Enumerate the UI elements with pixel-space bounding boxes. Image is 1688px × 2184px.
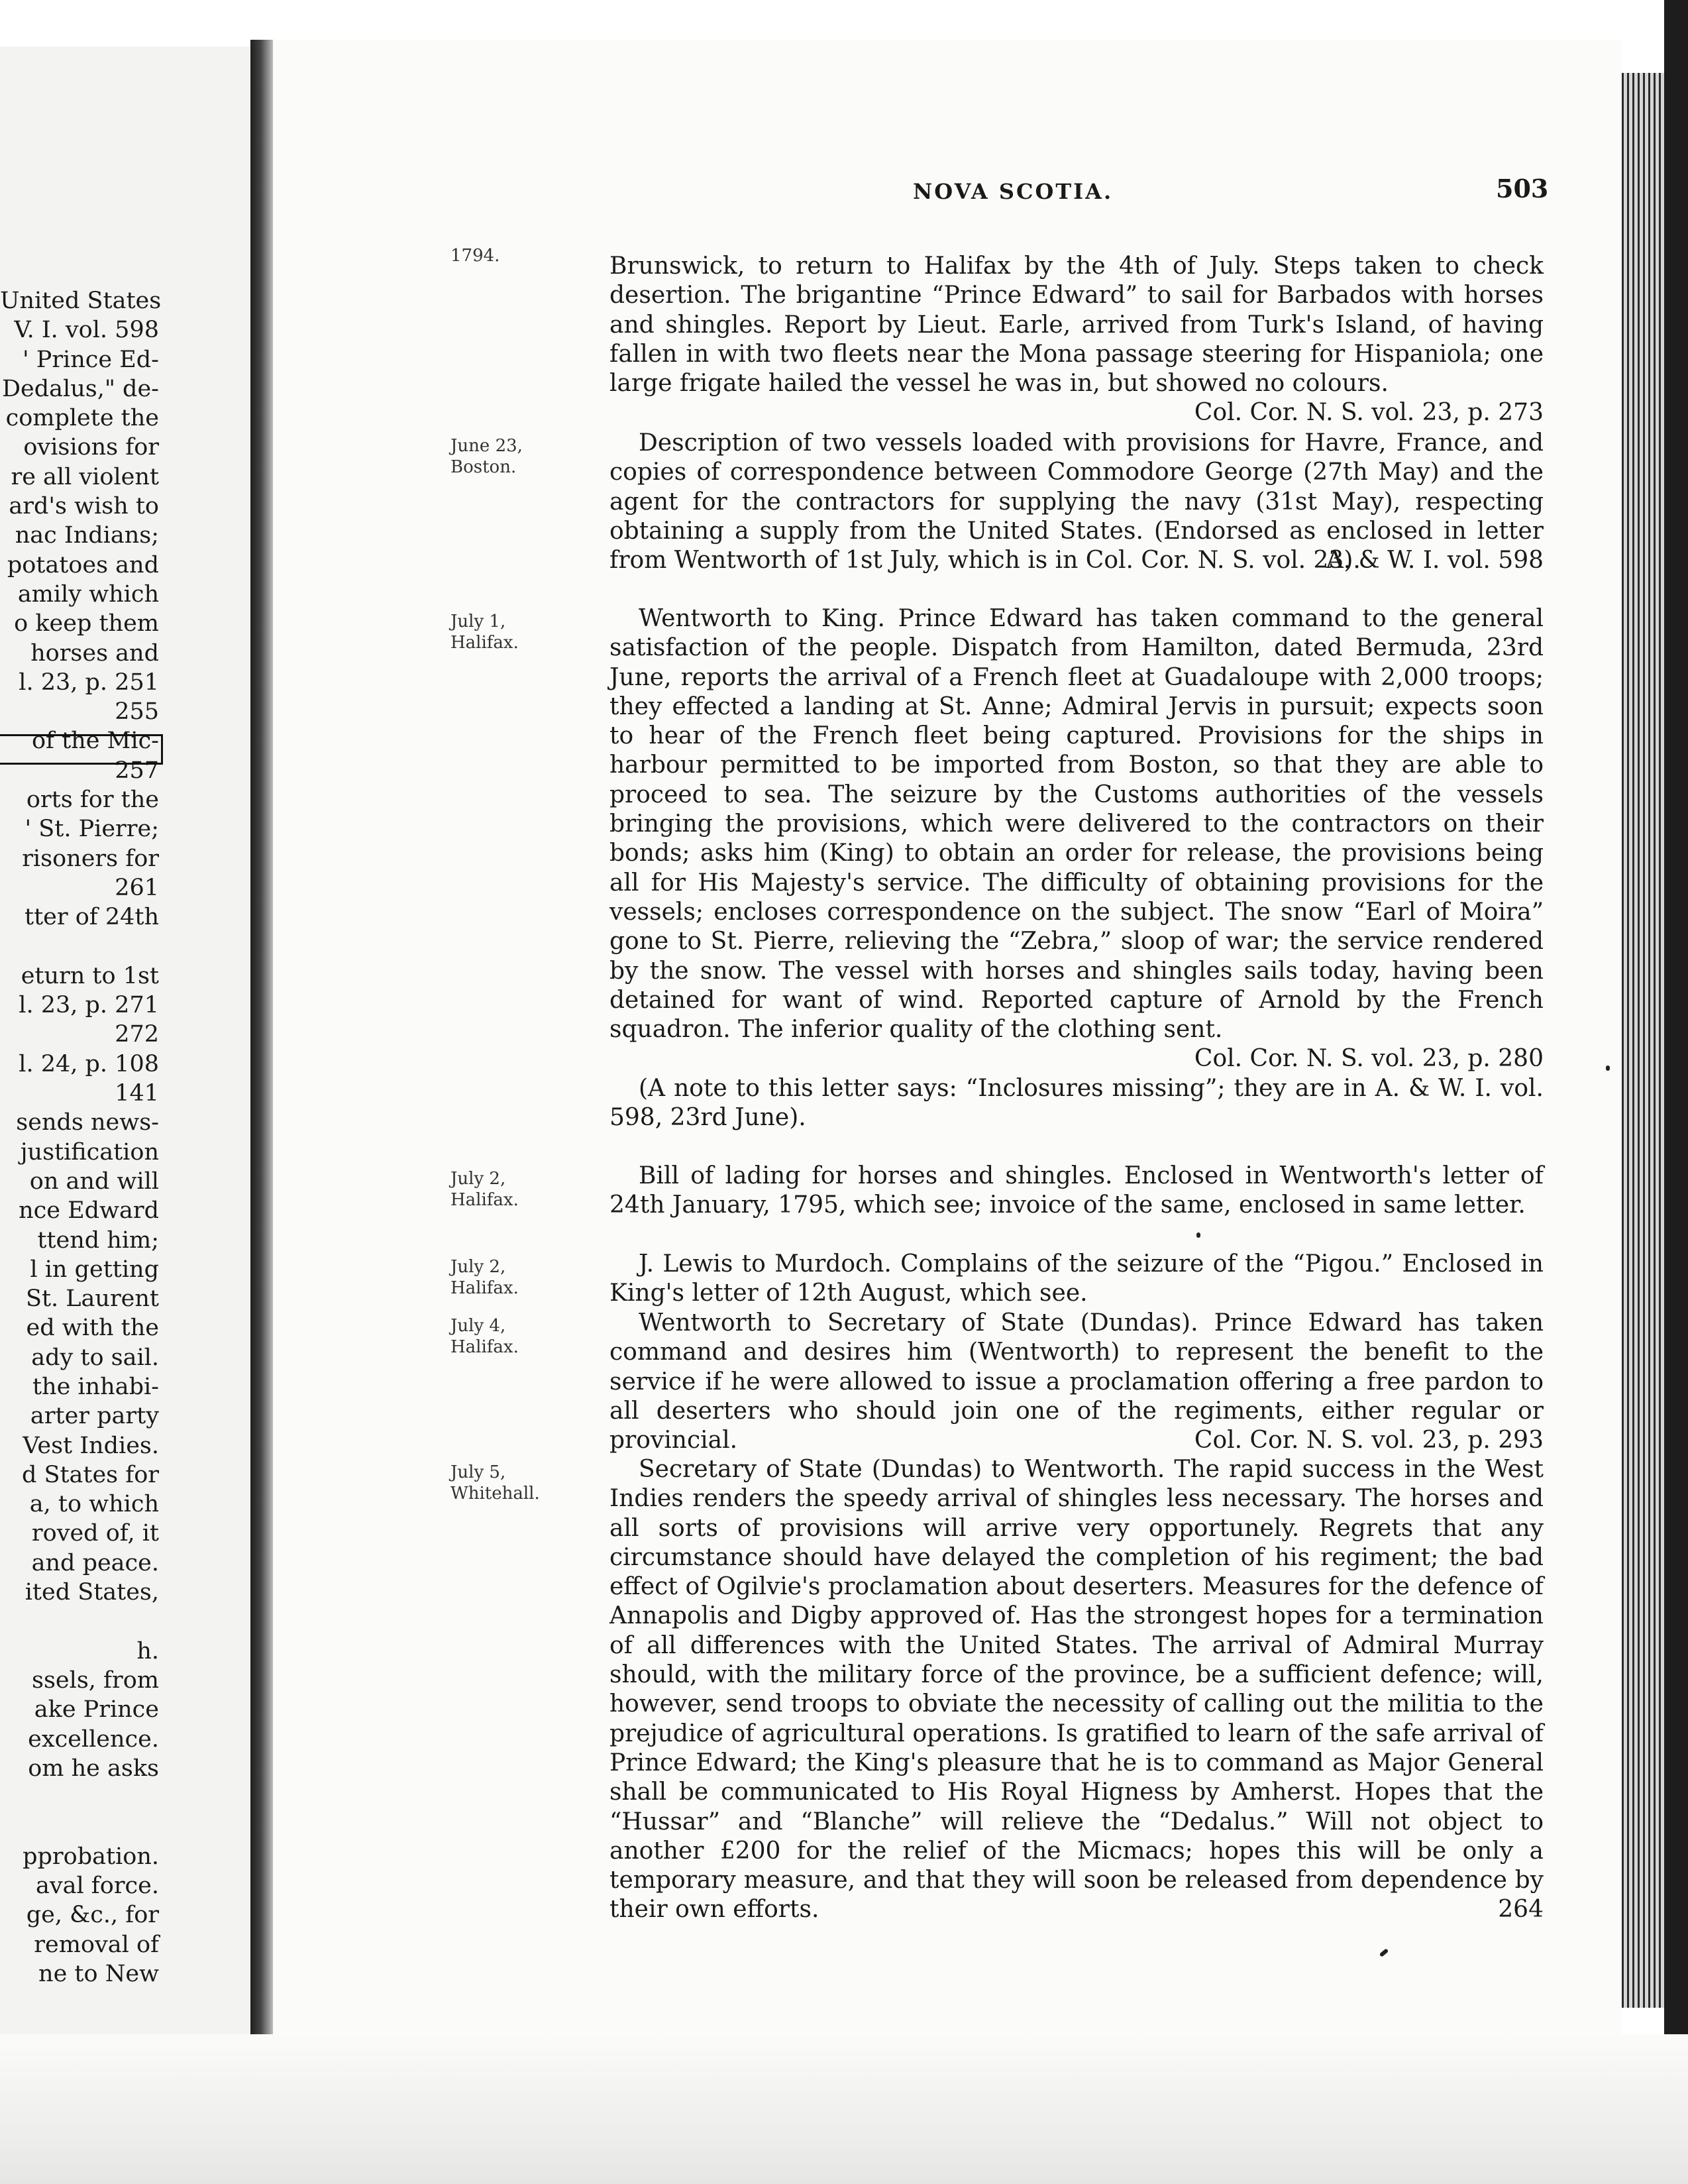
left-page-line: ited States, [25, 1579, 159, 1606]
left-page-line [0, 1812, 159, 1841]
left-page-line: aval force. [35, 1873, 159, 1900]
left-page-line: nce Edward [19, 1197, 159, 1225]
left-page-line: l. 24, p. 108 [19, 1050, 159, 1077]
entry-text: Wentworth to Secretary of State (Dundas). Prince Edward has taken command and desires him (Wentworth) to represent the benefit to the service if he were allowed to issue a proclamation offering a free pardon to all deserters who should join one of the regiments, either regular or provincial. Col. Cor. N. S. vol. 23, p. 293 [609, 1309, 1544, 1455]
entry-reference: Col. Cor. N. S. vol. 23, p. 280 [1194, 1045, 1544, 1073]
left-page-text [0, 286, 162, 1989]
entry-body [609, 1250, 1544, 1309]
left-page-line: V. I. vol. 598 [14, 317, 159, 344]
left-page-line: of the Mic- [31, 728, 159, 755]
entry-text: J. Lewis to Murdoch. Complains of the seizure of the “Pigou.” Enclosed in King's letter of 12th August, which see. [609, 1250, 1544, 1307]
left-page-line: nac Indians; [15, 522, 159, 549]
entry-text: Description of two vessels loaded with provisions for Havre, France, and copies of correspondence between Commodore George (27th May) and the agent for the contractors for supplying the navy (31st May), respecting obtaining a supply from the United States. (Endorsed as enclosed in letter from Wentworth of 1st July, which is in Col. Cor. N. S. vol. 23). [609, 429, 1544, 574]
left-page-line: 255 [115, 698, 159, 726]
left-page-line: ne to New [38, 1960, 159, 1987]
left-page-line: ard's wish to [9, 493, 159, 520]
left-page-line: re all violent [11, 463, 159, 490]
left-page-line [0, 932, 159, 961]
left-page-line: Vest Indies. [23, 1432, 159, 1459]
left-page-line: potatoes and [7, 551, 159, 578]
entry-body [609, 1455, 1544, 1925]
left-page-line: 257 [115, 757, 159, 784]
entry-date: July 2, Halifax. [450, 1169, 519, 1210]
page-edges [1622, 73, 1664, 2008]
left-page-line: horses and [30, 639, 159, 667]
running-title: NOVA SCOTIA. [913, 179, 1114, 204]
entry-date: June 23, Boston. [450, 436, 523, 477]
entry-reference: A. & W. I. vol. 598 [1326, 547, 1544, 574]
entry-date: July 1, Halifax. [450, 612, 519, 653]
left-page-line: o keep them [14, 610, 159, 637]
left-page-line: excellence. [28, 1725, 159, 1753]
left-page-line: om he asks [28, 1755, 159, 1782]
entry-body [609, 604, 1544, 1132]
left-page-line: justification [20, 1138, 159, 1166]
entry-body [609, 1162, 1544, 1221]
left-page-line: ' St. Pierre; [25, 816, 159, 843]
left-page-line: ed with the [26, 1315, 159, 1342]
left-page-line: h. [136, 1637, 159, 1665]
left-page-line: l in getting [30, 1256, 159, 1283]
left-page-line: United States [0, 288, 162, 314]
scan-speck [1196, 1232, 1200, 1238]
left-page-line: the inhabi- [32, 1373, 159, 1400]
left-page-line: ssels, from [32, 1666, 159, 1694]
left-page-line: and peace. [31, 1549, 159, 1576]
entry-note: (A note to this letter says: “Inclosures missing”; they are in A. & W. I. vol. 598, 23rd June). [609, 1074, 1544, 1132]
left-page-line: sends news- [16, 1109, 159, 1136]
left-page-line: pprobation. [23, 1843, 159, 1870]
entry-text: Bill of lading for horses and shingles. Enclosed in Wentworth's letter of 24th January, 1795, which see; invoice of the same, enclosed in same letter. [609, 1162, 1544, 1219]
left-page-line: amily which [17, 580, 159, 608]
scan-speck [1606, 1065, 1610, 1071]
left-page-line: ttend him; [37, 1227, 159, 1254]
scan-top-margin [0, 0, 1688, 40]
left-page-line: ' Prince Ed- [23, 346, 159, 373]
entry-date: July 2, Halifax. [450, 1257, 519, 1298]
left-page-line [0, 1783, 159, 1812]
left-page-line: orts for the [26, 787, 159, 814]
scan-bottom-shadow [0, 2034, 1688, 2184]
left-page-line: ake Prince [34, 1696, 159, 1723]
left-page-line: ovisions for [23, 434, 159, 461]
left-page-boxed-line [0, 734, 163, 765]
left-page-line: arter party [30, 1403, 159, 1430]
entry-text: Brunswick, to return to Halifax by the 4th of July. Steps taken to check desertion. The brigantine “Prince Edward” to sail for Barbados with horses and shingles. Report by Lieut. Earle, arrived from Turk's Island, of having fallen in with two fleets near the Mona passage steering for Hispaniola; one large frigate hailed the vessel he was in, but showed no colours. Col. Cor. N. S. vol. 23, p. 273 [609, 252, 1544, 398]
left-page-line: ge, &c., for [26, 1902, 159, 1929]
entry-text: Secretary of State (Dundas) to Wentworth. The rapid success in the West Indies renders the speedy arrival of shingles less necessary. The horses and all sorts of provisions will arrive very opportunely. Regrets that any circumstance should have delayed the completion of his regiment; the bad effect of Ogilvie's proclamation about deserters. Measures for the defence of Annapolis and Digby approved of. Has the strongest hopes for a termination of all differences with the United States. The arrival of Admiral Murray should, with the military force of the province, be a sufficient defence; will, however, send troops to obviate the necessity of calling out the militia to the prejudice of agricultural operations. Is gratified to learn of the safe arrival of Prince Edward; the King's pleasure that he is to command as Major General shall be communicated to His Royal Higness by Amherst. Hopes that the “Hussar” and “Blanche” will relieve the “Dedalus.” Will not object to another £200 for the relief of the Micmacs; hopes this will be only a temporary measure, and that they will soon be released from dependence by their own efforts. 264 [609, 1455, 1544, 1925]
left-page-line: complete the [5, 405, 159, 432]
left-page-line: tter of 24th [25, 904, 159, 931]
scan-outer-margin [1664, 0, 1688, 2184]
left-page-line: d States for [21, 1461, 159, 1488]
left-page-line: removal of [34, 1931, 159, 1958]
left-page-line: l. 23, p. 251 [19, 669, 159, 696]
left-page-line: roved of, it [31, 1520, 159, 1547]
entry-date: 1794. [450, 246, 500, 266]
left-page-line: St. Laurent [26, 1285, 159, 1313]
left-page-line: ady to sail. [31, 1344, 159, 1371]
entry-body [609, 252, 1544, 428]
left-page-line: a, to which [29, 1491, 159, 1518]
left-page [0, 46, 250, 2184]
left-page-line: 261 [115, 874, 159, 901]
left-page-line: 272 [115, 1021, 159, 1048]
entry-reference: Col. Cor. N. S. vol. 23, p. 293 [1194, 1427, 1544, 1454]
left-page-line: 141 [115, 1080, 159, 1107]
entry-reference: Col. Cor. N. S. vol. 23, p. 273 [1194, 399, 1544, 427]
left-page-line: eturn to 1st [21, 962, 159, 989]
left-page-line: risoners for [22, 845, 159, 872]
entry-date: July 5, Whitehall. [450, 1462, 540, 1503]
entry-reference: 264 [1498, 1896, 1544, 1924]
page-number: 503 [1496, 174, 1549, 203]
left-page-line [0, 1607, 159, 1636]
book-gutter [250, 40, 273, 2184]
left-page-line: l. 23, p. 271 [19, 992, 159, 1019]
left-page-line: on and will [29, 1168, 159, 1195]
entry-text: Wentworth to King. Prince Edward has taken command to the general satisfaction of the people. Dispatch from Hamilton, dated Bermuda, 23rd June, reports the arrival of a French fleet at Guadaloupe with 2,000 troops; they effected a landing at St. Anne; Admiral Jervis in pursuit; expects soon to hear of the French fleet being captured. Provisions for the ships in harbour permitted to be imported from Boston, so that they are able to proceed to sea. The seizure by the Customs authorities of the vessels bringing the provisions, which were delivered to the contractors on their bonds; asks him (King) to obtain an order for release, the provisions being all for His Majesty's service. The difficulty of obtaining provisions for the vessels; encloses correspondence on the subject. The snow “Earl of Moira” gone to St. Pierre, relieving the “Zebra,” sloop of war; the service rendered by the snow. The vessel with horses and shingles sails today, having been detained for want of wind. Reported capture of Arnold by the French squadron. The inferior quality of the clothing sent. [609, 605, 1544, 1044]
entry-date: July 4, Halifax. [450, 1316, 519, 1357]
entry-body [609, 429, 1544, 575]
left-page-line: Dedalus," de- [1, 375, 159, 402]
entry-body [609, 1309, 1544, 1455]
